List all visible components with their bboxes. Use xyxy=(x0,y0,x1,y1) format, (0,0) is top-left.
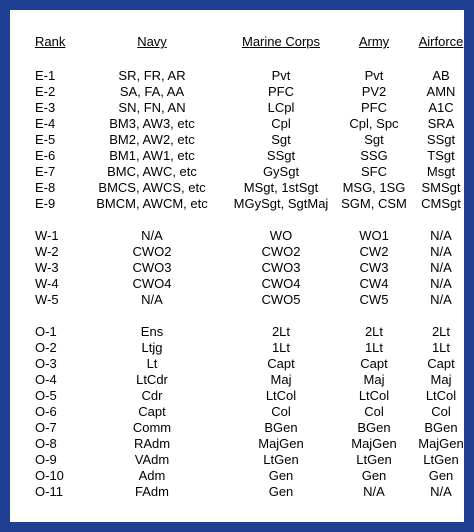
marine-corps-cell: Pvt xyxy=(271,68,291,83)
army-cell: BGen xyxy=(357,420,391,435)
rank-cell: O-3 xyxy=(35,356,57,371)
army-cell: Sgt xyxy=(364,132,384,147)
army-cell: 2Lt xyxy=(364,324,384,339)
airforce-cell: N/A xyxy=(430,292,452,307)
army-cell: CW2 xyxy=(359,244,389,259)
rank-comparison-table xyxy=(20,32,474,500)
airforce-cell: TSgt xyxy=(427,148,455,163)
rank-cell: O-11 xyxy=(35,484,63,499)
table-row xyxy=(20,244,474,260)
table-row xyxy=(20,420,474,436)
navy-cell: LtCdr xyxy=(136,372,168,387)
navy-cell: CWO2 xyxy=(132,244,172,259)
army-cell: SFC xyxy=(361,164,387,179)
navy-cell: Cdr xyxy=(141,388,163,403)
marine-corps-cell: Cpl xyxy=(271,116,291,131)
airforce-cell: BGen xyxy=(424,420,458,435)
airforce-cell: SRA xyxy=(427,116,455,131)
table-row xyxy=(20,116,474,132)
navy-cell: VAdm xyxy=(134,452,170,467)
spacer-cell xyxy=(20,52,474,68)
army-cell: WO1 xyxy=(359,228,389,243)
marine-corps-cell: CWO5 xyxy=(261,292,301,307)
table-row xyxy=(20,100,474,116)
marine-corps-cell: GySgt xyxy=(262,164,300,179)
rank-cell: W-2 xyxy=(35,244,59,259)
rank-cell: O-8 xyxy=(35,436,57,451)
airforce-cell: Maj xyxy=(430,372,452,387)
marine-corps-cell: 2Lt xyxy=(271,324,291,339)
table-row xyxy=(20,436,474,452)
navy-cell: N/A xyxy=(141,228,163,243)
navy-cell: Ltjg xyxy=(141,340,163,355)
rank-cell: O-9 xyxy=(35,452,57,467)
marine-corps-cell: WO xyxy=(269,228,293,243)
navy-cell: BM1, AW1, etc xyxy=(109,148,195,163)
table-body xyxy=(20,52,474,500)
table-row xyxy=(20,468,474,484)
airforce-cell: 2Lt xyxy=(431,324,451,339)
navy-cell: CWO4 xyxy=(132,276,172,291)
army-cell: PFC xyxy=(361,100,387,115)
marine-corps-cell: CWO3 xyxy=(261,260,301,275)
army-cell: Maj xyxy=(363,372,385,387)
marine-corps-cell: 1Lt xyxy=(271,340,291,355)
table-row xyxy=(20,68,474,84)
rank-cell: E-1 xyxy=(35,68,56,83)
marine-corps-cell: Gen xyxy=(268,468,294,483)
table-row xyxy=(20,148,474,164)
rank-cell: E-8 xyxy=(35,180,56,195)
marine-corps-cell: BGen xyxy=(264,420,298,435)
marine-corps-cell: SSgt xyxy=(266,148,296,163)
table-row xyxy=(20,388,474,404)
airforce-cell: 1Lt xyxy=(431,340,451,355)
navy-cell: SR, FR, AR xyxy=(118,68,186,83)
airforce-cell: LtGen xyxy=(423,452,459,467)
marine-corps-cell: Sgt xyxy=(271,132,291,147)
marine-corps-cell: CWO4 xyxy=(261,276,301,291)
table-row xyxy=(20,260,474,276)
marine-corps-cell: LCpl xyxy=(267,100,295,115)
army-cell: MajGen xyxy=(351,436,397,451)
rank-cell: E-6 xyxy=(35,148,56,163)
airforce-cell: N/A xyxy=(430,484,452,499)
navy-cell: BMCS, AWCS, etc xyxy=(98,180,206,195)
rank-cell: O-7 xyxy=(35,420,57,435)
marine-corps-cell: MGySgt, SgtMaj xyxy=(233,196,329,211)
marine-corps-cell: LtCol xyxy=(265,388,297,403)
marine-corps-cell: Capt xyxy=(267,356,295,371)
navy-cell: Ens xyxy=(140,324,164,339)
airforce-cell: CMSgt xyxy=(421,196,461,211)
airforce-cell: Gen xyxy=(428,468,454,483)
spacer-row xyxy=(20,52,474,68)
table-row xyxy=(20,372,474,388)
rank-cell: O-4 xyxy=(35,372,57,387)
table-row xyxy=(20,276,474,292)
rank-cell: W-4 xyxy=(35,276,59,291)
army-cell: Col xyxy=(364,404,384,419)
airforce-cell: Msgt xyxy=(426,164,456,179)
navy-cell: BMC, AWC, etc xyxy=(107,164,197,179)
army-cell: Gen xyxy=(361,468,387,483)
marine-corps-cell: PFC xyxy=(268,84,294,99)
header-rank: Rank xyxy=(35,34,66,49)
army-cell: 1Lt xyxy=(364,340,384,355)
marine-corps-cell: MajGen xyxy=(258,436,304,451)
marine-corps-cell: Gen xyxy=(268,484,294,499)
header-marine-corps: Marine Corps xyxy=(241,34,321,49)
table-row xyxy=(20,340,474,356)
navy-cell: SA, FA, AA xyxy=(119,84,185,99)
army-cell: Capt xyxy=(360,356,388,371)
navy-cell: RAdm xyxy=(133,436,171,451)
airforce-cell: A1C xyxy=(428,100,454,115)
marine-corps-cell: LtGen xyxy=(263,452,299,467)
table-row xyxy=(20,324,474,340)
airforce-cell: SMSgt xyxy=(421,180,461,195)
spacer-row xyxy=(20,308,474,324)
airforce-cell: N/A xyxy=(430,276,452,291)
navy-cell: Capt xyxy=(138,404,166,419)
table-row xyxy=(20,484,474,500)
navy-cell: Lt xyxy=(146,356,158,371)
marine-corps-cell: MSgt, 1stSgt xyxy=(243,180,319,195)
table-row xyxy=(20,404,474,420)
marine-corps-cell: Maj xyxy=(270,372,292,387)
spacer-cell xyxy=(20,308,474,324)
navy-cell: SN, FN, AN xyxy=(118,100,186,115)
army-cell: PV2 xyxy=(361,84,387,99)
spacer-row xyxy=(20,212,474,228)
airforce-cell: LtCol xyxy=(425,388,457,403)
navy-cell: N/A xyxy=(141,292,163,307)
rank-cell: E-7 xyxy=(35,164,56,179)
navy-cell: CWO3 xyxy=(132,260,172,275)
navy-cell: FAdm xyxy=(135,484,169,499)
airforce-cell: AMN xyxy=(426,84,456,99)
navy-cell: BM3, AW3, etc xyxy=(109,116,195,131)
table-row xyxy=(20,452,474,468)
army-cell: CW5 xyxy=(359,292,389,307)
airforce-cell: MajGen xyxy=(418,436,464,451)
rank-cell: E-3 xyxy=(35,100,56,115)
spacer-cell xyxy=(20,212,474,228)
airforce-cell: N/A xyxy=(430,244,452,259)
army-cell: LtCol xyxy=(358,388,390,403)
army-cell: LtGen xyxy=(356,452,392,467)
table-row xyxy=(20,132,474,148)
army-cell: SGM, CSM xyxy=(341,196,407,211)
navy-cell: Comm xyxy=(132,420,172,435)
header-navy: Navy xyxy=(137,34,167,49)
rank-cell: W-3 xyxy=(35,260,59,275)
marine-corps-cell: Col xyxy=(271,404,291,419)
army-cell: Pvt xyxy=(364,68,384,83)
navy-cell: Adm xyxy=(138,468,166,483)
table-row xyxy=(20,356,474,372)
table-row xyxy=(20,196,474,212)
header-airforce: Airforce xyxy=(418,34,464,49)
table-row xyxy=(20,180,474,196)
table-row xyxy=(20,164,474,180)
rank-cell: E-5 xyxy=(35,132,56,147)
rank-cell: W-1 xyxy=(35,228,59,243)
army-cell: SSG xyxy=(360,148,388,163)
rank-cell: O-2 xyxy=(35,340,57,355)
navy-cell: BMCM, AWCM, etc xyxy=(96,196,208,211)
airforce-cell: Col xyxy=(431,404,451,419)
header-row xyxy=(20,32,474,52)
airforce-cell: SSgt xyxy=(426,132,456,147)
army-cell: CW4 xyxy=(359,276,389,291)
airforce-cell: AB xyxy=(432,68,450,83)
header-army: Army xyxy=(358,34,390,49)
rank-cell: O-1 xyxy=(35,324,57,339)
army-cell: Cpl, Spc xyxy=(349,116,399,131)
navy-cell: BM2, AW2, etc xyxy=(109,132,195,147)
rank-cell: E-9 xyxy=(35,196,56,211)
rank-cell: E-4 xyxy=(35,116,56,131)
table-row xyxy=(20,228,474,244)
army-cell: N/A xyxy=(363,484,385,499)
army-cell: CW3 xyxy=(359,260,389,275)
airforce-cell: Capt xyxy=(427,356,455,371)
rank-cell: O-10 xyxy=(35,468,64,483)
rank-cell: W-5 xyxy=(35,292,59,307)
rank-cell: E-2 xyxy=(35,84,56,99)
rank-cell: O-5 xyxy=(35,388,57,403)
table-row xyxy=(20,84,474,100)
airforce-cell: N/A xyxy=(430,260,452,275)
table-row xyxy=(20,292,474,308)
marine-corps-cell: CWO2 xyxy=(261,244,301,259)
airforce-cell: N/A xyxy=(430,228,452,243)
rank-cell: O-6 xyxy=(35,404,57,419)
army-cell: MSG, 1SG xyxy=(342,180,406,195)
